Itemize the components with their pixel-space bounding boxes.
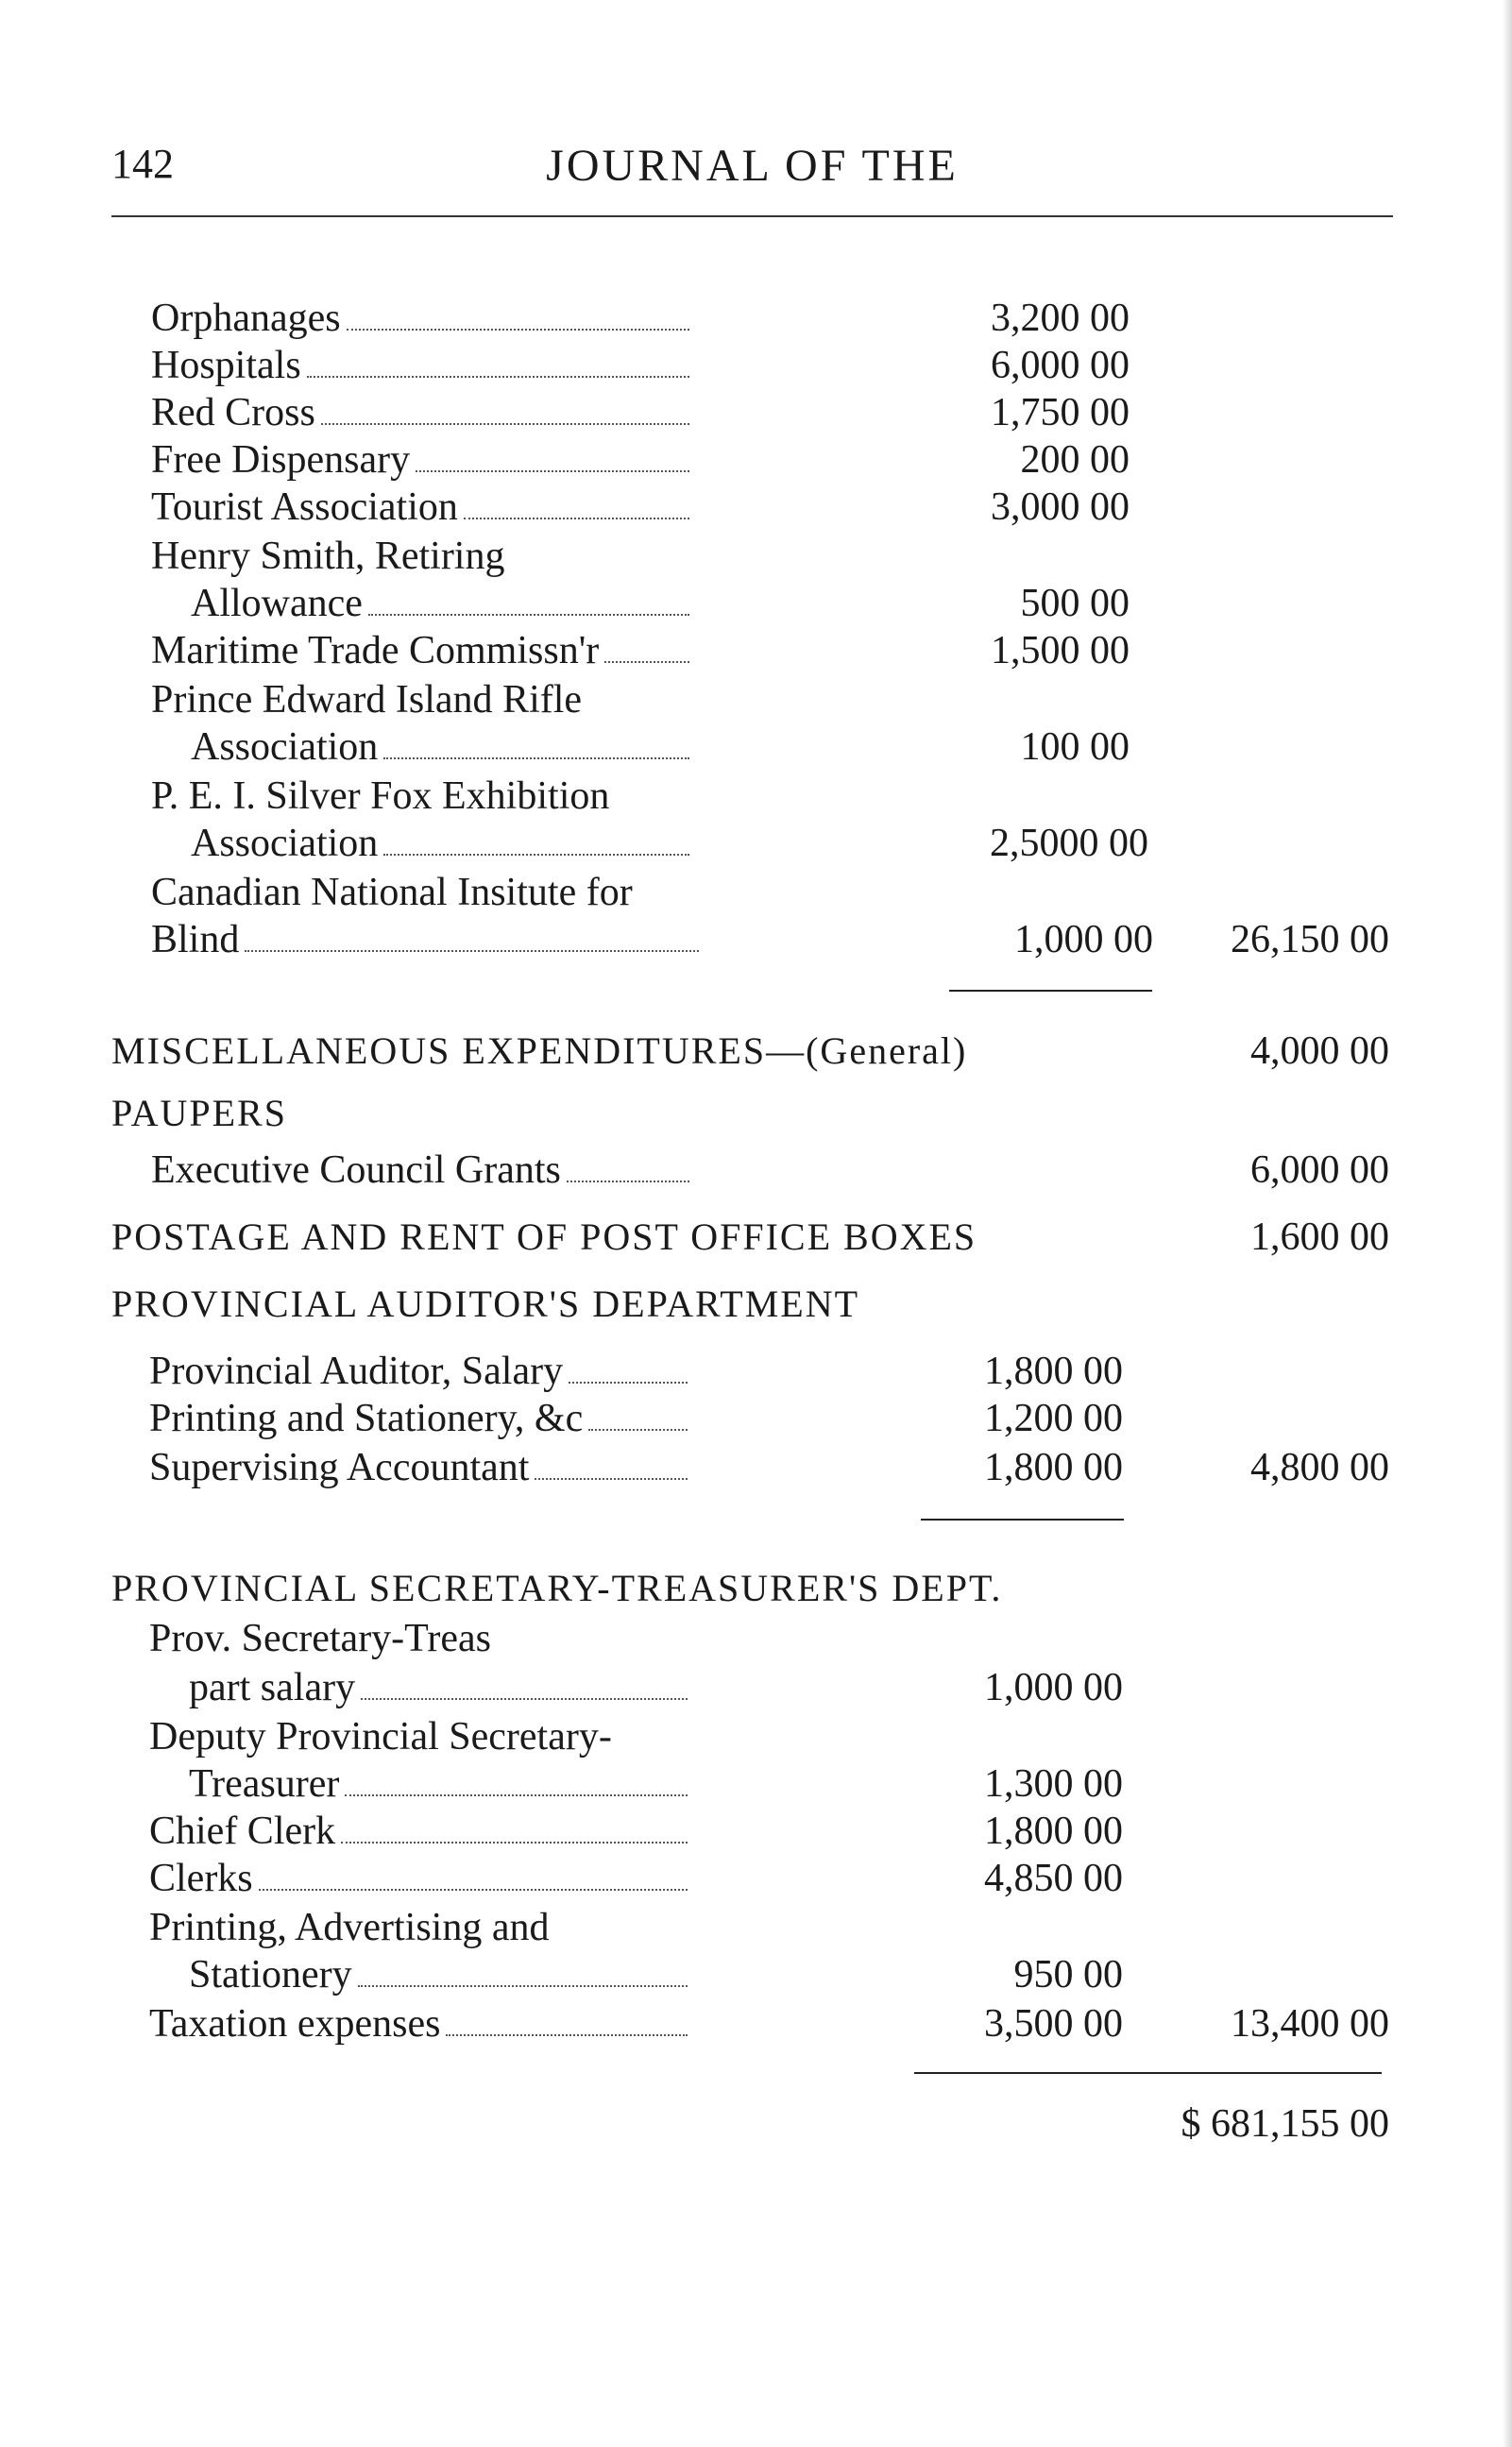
item-label: Prince Edward Island Rifle <box>151 678 583 722</box>
item-label: Deputy Provincial Secretary- <box>149 1715 612 1759</box>
section-total: 4,000 00 <box>1250 1029 1389 1073</box>
item-label: Supervising Accountant <box>149 1446 530 1489</box>
line-item <box>151 436 1512 484</box>
line-item <box>149 1444 1512 1491</box>
item-amount: 100 00 <box>1020 725 1130 769</box>
line-item <box>149 2000 1512 2048</box>
line-item <box>151 484 1512 531</box>
line-item <box>151 342 1512 389</box>
subtotal-rule <box>949 990 1152 992</box>
leader-dots <box>588 1401 688 1431</box>
postage-row <box>111 1212 1512 1263</box>
item-label: Taxation expenses <box>149 2002 441 2046</box>
item-label: Treasurer <box>189 1762 340 1806</box>
line-item <box>149 1808 1512 1855</box>
item-amount: 3,000 00 <box>991 485 1130 529</box>
item-label: Allowance <box>191 582 363 625</box>
item-label: Association <box>191 822 379 865</box>
item-amount: 3,200 00 <box>991 297 1130 340</box>
leader-dots <box>368 586 689 616</box>
leader-dots <box>569 1353 688 1384</box>
item-label: part salary <box>189 1666 356 1709</box>
item-amount: 3,500 00 <box>984 2002 1123 2046</box>
item-amount: 1,300 00 <box>984 1762 1123 1806</box>
leader-dots <box>341 1813 688 1844</box>
item-label: Prov. Secretary-Treas <box>149 1617 491 1660</box>
item-label: Orphanages <box>151 297 341 340</box>
item-amount: 1,800 00 <box>984 1446 1123 1489</box>
item-label: Association <box>191 725 379 769</box>
item-amount: 1,500 00 <box>991 629 1130 672</box>
item-amount: 4,850 00 <box>984 1857 1123 1900</box>
leader-dots <box>446 2006 688 2036</box>
leader-dots <box>416 442 689 472</box>
item-amount: 2,5000 00 <box>990 822 1148 865</box>
line-item-wrapped-first <box>149 1615 1512 1662</box>
grand-total-rule <box>914 2072 1382 2074</box>
line-item-wrapped-first <box>151 773 1512 820</box>
section-heading: PROVINCIAL AUDITOR'S DEPARTMENT <box>111 1283 860 1325</box>
line-item <box>149 1664 1512 1711</box>
leader-dots <box>259 1861 688 1891</box>
leader-dots <box>358 1957 688 1987</box>
line-item-wrapped-first <box>149 1904 1512 1951</box>
header-rule <box>111 215 1393 217</box>
leader-dots <box>383 825 689 856</box>
item-label: P. E. I. Silver Fox Exhibition <box>151 774 610 818</box>
item-amount: 1,750 00 <box>991 391 1130 434</box>
item-amount: 1,800 00 <box>984 1350 1123 1393</box>
leader-dots <box>464 489 689 519</box>
miscellaneous-row <box>111 1026 1512 1077</box>
running-head: JOURNAL OF THE <box>546 141 959 191</box>
section-total: 26,150 00 <box>1231 918 1389 961</box>
item-amount: 1,200 00 <box>984 1397 1123 1440</box>
line-item <box>151 295 1512 342</box>
item-amount: 6,000 00 <box>991 344 1130 387</box>
section-heading: PAUPERS <box>111 1092 287 1134</box>
item-label: Provincial Auditor, Salary <box>149 1350 564 1393</box>
line-item-wrapped-first <box>151 869 1512 916</box>
item-label: Printing and Stationery, &c <box>149 1397 584 1440</box>
grand-total: $ 681,155 00 <box>1181 2102 1389 2146</box>
scan-edge <box>1503 0 1512 2447</box>
line-item <box>151 1147 1512 1194</box>
item-label: Henry Smith, Retiring <box>151 535 505 578</box>
item-label: Blind <box>151 918 240 961</box>
item-label: Chief Clerk <box>149 1810 336 1853</box>
section-total: 13,400 00 <box>1231 2002 1389 2046</box>
line-item <box>149 1951 1512 1998</box>
section-total: 4,800 00 <box>1250 1446 1389 1489</box>
item-label: Stationery <box>189 1953 352 1997</box>
item-label: Hospitals <box>151 344 301 387</box>
item-amount: 1,000 00 <box>984 1666 1123 1709</box>
page-number: 142 <box>111 141 174 187</box>
leader-dots <box>535 1450 688 1480</box>
line-item <box>149 1395 1512 1442</box>
section-total: 6,000 00 <box>1250 1148 1389 1192</box>
section-heading: POSTAGE AND RENT OF POST OFFICE BOXES <box>111 1215 977 1258</box>
auditor-heading-row <box>111 1279 1512 1330</box>
item-amount: 1,000 00 <box>1014 918 1153 961</box>
line-item <box>151 723 1512 771</box>
leader-dots <box>347 300 689 331</box>
item-amount: 500 00 <box>1020 582 1130 625</box>
item-amount: 1,800 00 <box>984 1810 1123 1853</box>
leader-dots <box>567 1152 689 1182</box>
line-item <box>151 916 1512 963</box>
leader-dots <box>604 633 689 663</box>
leader-dots <box>361 1670 688 1700</box>
item-label: Clerks <box>149 1857 253 1900</box>
section-total: 1,600 00 <box>1250 1215 1389 1259</box>
line-item-wrapped-first <box>149 1713 1512 1760</box>
item-label: Free Dispensary <box>151 438 411 482</box>
line-item <box>151 389 1512 436</box>
subtotal-rule <box>921 1519 1124 1521</box>
leader-dots <box>307 348 689 378</box>
section-heading: PROVINCIAL SECRETARY-TREASURER'S DEPT. <box>111 1567 1003 1609</box>
leader-dots <box>321 395 689 425</box>
page-header <box>111 140 1393 196</box>
secretary-heading-row <box>111 1563 1512 1614</box>
section-heading: MISCELLANEOUS EXPENDITURES—(General) <box>111 1029 968 1072</box>
line-item <box>151 820 1512 867</box>
item-label: Canadian National Insitute for <box>151 871 633 914</box>
line-item <box>149 1855 1512 1902</box>
leader-dots <box>345 1766 688 1796</box>
leader-dots <box>245 922 699 952</box>
grand-total-row <box>1039 2100 1512 2148</box>
line-item <box>151 580 1512 627</box>
line-item-wrapped-first <box>151 676 1512 723</box>
line-item-wrapped-first <box>151 533 1512 580</box>
item-label: Maritime Trade Commissn'r <box>151 629 600 672</box>
item-amount: 950 00 <box>1013 1953 1123 1997</box>
leader-dots <box>383 729 689 759</box>
item-amount: 200 00 <box>1020 438 1130 482</box>
line-item <box>149 1760 1512 1808</box>
paupers-heading-row <box>111 1088 1512 1139</box>
item-label: Red Cross <box>151 391 315 434</box>
item-label: Tourist Association <box>151 485 458 529</box>
item-label: Executive Council Grants <box>151 1148 561 1192</box>
line-item <box>149 1348 1512 1395</box>
item-label: Printing, Advertising and <box>149 1906 550 1949</box>
line-item <box>151 627 1512 674</box>
